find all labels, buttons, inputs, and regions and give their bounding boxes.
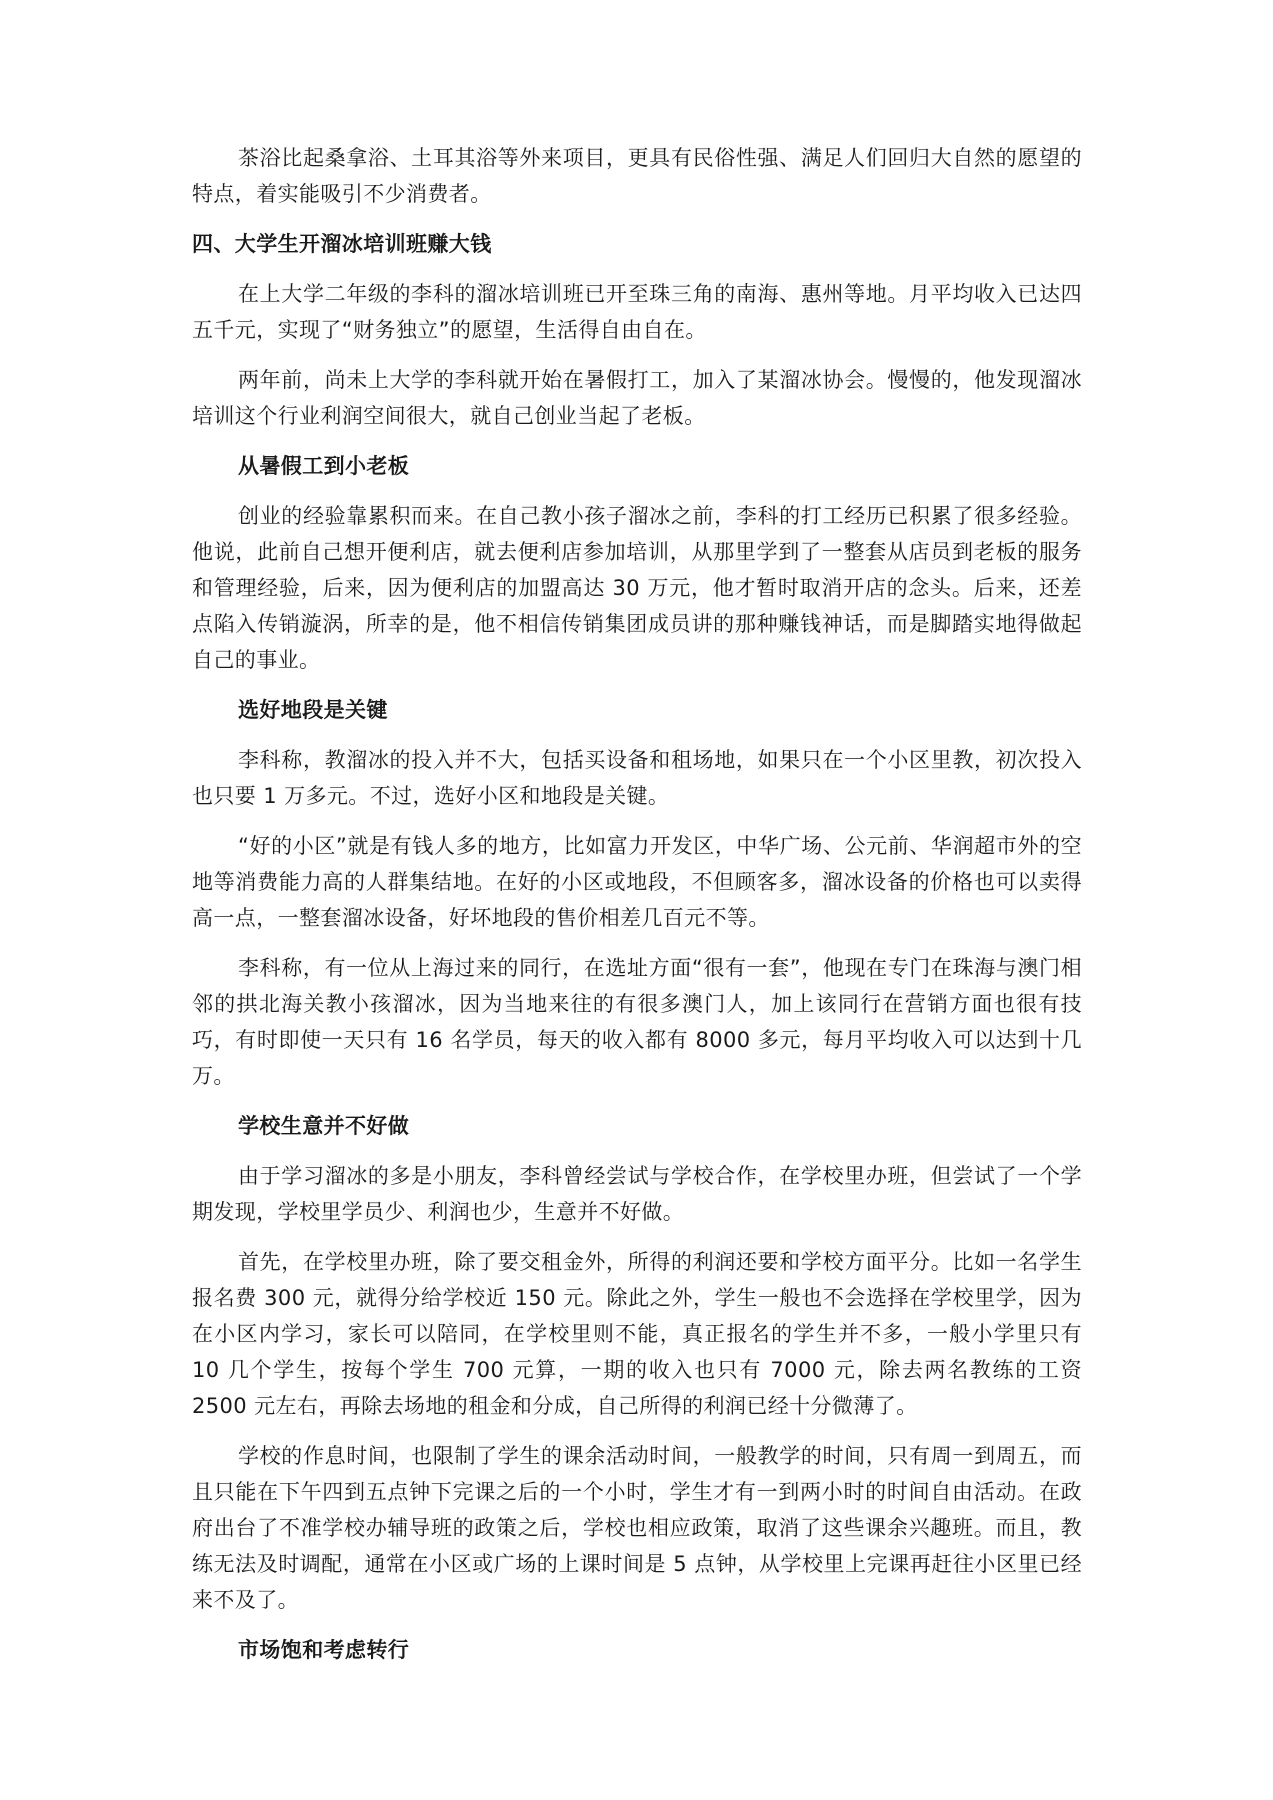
subheading-summer-job-to-boss: 从暑假工到小老板 — [238, 454, 410, 478]
section-heading-skating-class: 四、大学生开溜冰培训班赚大钱 — [192, 232, 492, 256]
paragraph-tea-bath: 茶浴比起桑拿浴、土耳其浴等外来项目，更具有民俗性强、满足人们回归大自然的愿望的特点，着实能吸引不少消费者。 — [192, 146, 1082, 206]
subheading-market-saturation: 市场饱和考虑转行 — [238, 1638, 410, 1662]
paragraph-li-ke-intro: 在上大学二年级的李科的溜冰培训班已开至珠三角的南海、惠州等地。月平均收入已达四五千元，实现了“财务独立”的愿望，生活得自由自在。 — [192, 282, 1082, 342]
paragraph-good-community: “好的小区”就是有钱人多的地方，比如富力开发区，中华广场、公元前、华润超市外的空地等消费能力高的人群集结地。在好的小区或地段，不但顾客多，溜冰设备的价格也可以卖得高一点，一整套溜冰设备，好坏地段的售价相差几百元不等。 — [192, 834, 1082, 930]
paragraph-two-years-ago: 两年前，尚未上大学的李科就开始在暑假打工，加入了某溜冰协会。慢慢的，他发现溜冰培训这个行业利润空间很大，就自己创业当起了老板。 — [192, 368, 1082, 428]
paragraph-shanghai-peer: 李科称，有一位从上海过来的同行，在选址方面“很有一套”，他现在专门在珠海与澳门相邻的拱北海关教小孩溜冰，因为当地来往的有很多澳门人，加上该同行在营销方面也很有技巧，有时即使一天只有 16 名学员，每天的收入都有 8000 多元，每月平均收入可以达到十几万。 — [192, 956, 1082, 1088]
subheading-school-business: 学校生意并不好做 — [238, 1114, 410, 1138]
document-page — [192, 140, 1082, 1682]
paragraph-investment: 李科称，教溜冰的投入并不大，包括买设备和租场地，如果只在一个小区里教，初次投入也只要 1 万多元。不过，选好小区和地段是关键。 — [192, 748, 1082, 808]
paragraph-experience: 创业的经验靠累积而来。在自己教小孩子溜冰之前，李科的打工经历已积累了很多经验。他说，此前自己想开便利店，就去便利店参加培训，从那里学到了一整套从店员到老板的服务和管理经验，后来，因为便利店的加盟高达 30 万元，他才暂时取消开店的念头。后来，还差点陷入传销漩涡，所幸的是，他不相信传销集团成员讲的那种赚钱神话，而是脚踏实地得做起自己的事业。 — [192, 504, 1082, 672]
paragraph-profit-split: 首先，在学校里办班，除了要交租金外，所得的利润还要和学校方面平分。比如一名学生报名费 300 元，就得分给学校近 150 元。除此之外，学生一般也不会选择在学校里学，因为在小区内学习，家长可以陪同，在学校里则不能，真正报名的学生并不多，一般小学里只有 10 几个学生，按每个学生 700 元算，一期的收入也只有 7000 元，除去两名教练的工资 2500 元左右，再除去场地的租金和分成，自己所得的利润已经十分微薄了。 — [192, 1250, 1082, 1418]
paragraph-school-schedule: 学校的作息时间，也限制了学生的课余活动时间，一般教学的时间，只有周一到周五，而且只能在下午四到五点钟下完课之后的一个小时，学生才有一到两小时的时间自由活动。在政府出台了不准学校办辅导班的政策之后，学校也相应政策，取消了这些课余兴趣班。而且，教练无法及时调配，通常在小区或广场的上课时间是 5 点钟，从学校里上完课再赶往小区里已经来不及了。 — [192, 1444, 1082, 1612]
paragraph-school-cooperation: 由于学习溜冰的多是小朋友，李科曾经尝试与学校合作，在学校里办班，但尝试了一个学期发现，学校里学员少、利润也少，生意并不好做。 — [192, 1164, 1082, 1224]
subheading-choose-location: 选好地段是关键 — [238, 698, 388, 722]
